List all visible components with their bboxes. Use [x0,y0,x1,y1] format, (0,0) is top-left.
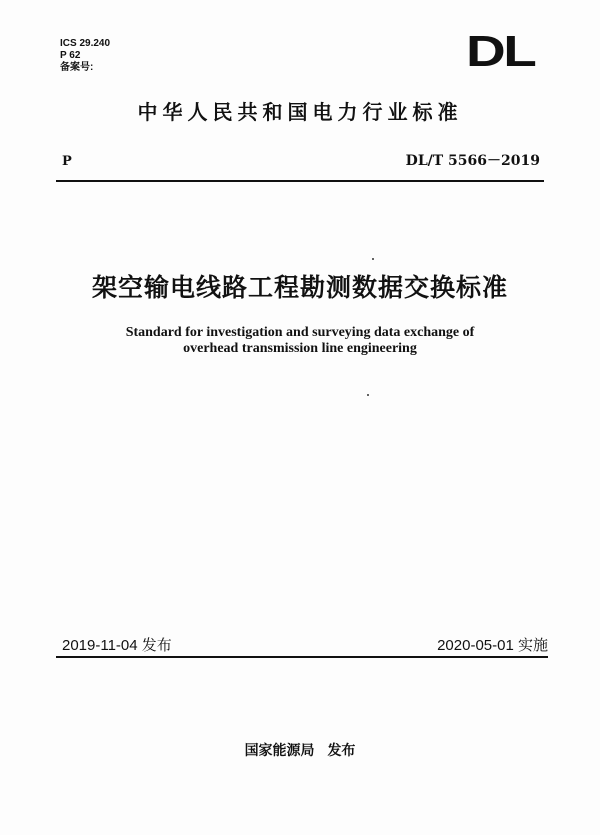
footer-divider [56,656,548,658]
classification-letter: P [62,154,72,169]
issuer-name: 国家能源局 [244,743,315,759]
standard-body-title: 中华人民共和国电力行业标准 [137,100,463,124]
title-en-line-1: Standard for investigation and surveying data exchange of [125,325,475,340]
ccs-code: P 62 [60,50,81,61]
publish-date: 2019-11-04 发布 [62,637,172,654]
issuer-action: 发布 [327,743,356,759]
document-title-en [0,325,600,357]
scan-speck [372,258,374,260]
filing-number: 备案号: [60,62,94,73]
implement-date: 2020-05-01 实施 [437,637,548,654]
standard-code: DL/T 5566－2019 [405,153,540,169]
document-title-zh: 架空输电线路工程勘测数据交换标准 [91,273,508,302]
ics-code: ICS 29.240 [60,38,111,49]
dl-logo: DL [466,27,535,76]
header-meta [60,38,110,74]
header-divider [56,180,544,182]
scan-speck [367,394,369,396]
title-en-line-2: overhead transmission line engineering [183,341,417,356]
issuer-line [0,740,600,760]
